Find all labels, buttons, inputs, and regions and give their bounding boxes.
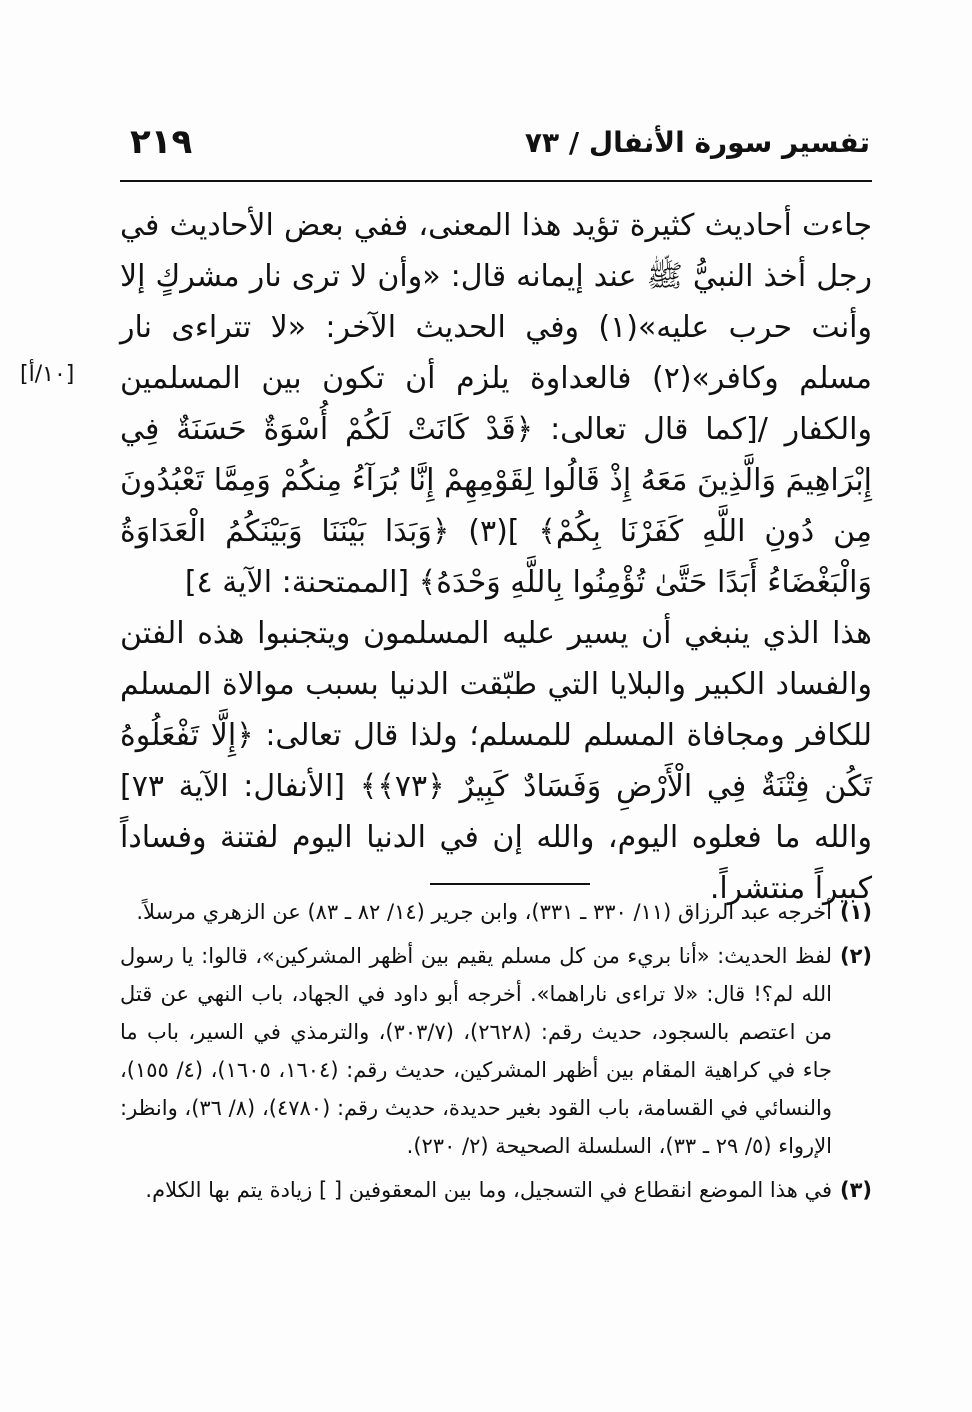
footnote-number: (١) bbox=[839, 900, 872, 924]
footnote-3 bbox=[120, 1171, 872, 1209]
header-divider bbox=[120, 180, 872, 182]
main-text bbox=[120, 200, 872, 914]
page-header bbox=[130, 122, 870, 178]
footnote-2 bbox=[120, 937, 872, 1165]
footnote-text: أخرجه عبد الرزاق (١١/ ٣٣٠ ـ ٣٣١)، وابن جرير (١٤/ ٨٢ ـ ٨٣) عن الزهري مرسلاً. bbox=[136, 900, 832, 924]
running-title: تفسير سورة الأنفال / ٧٣ bbox=[524, 126, 870, 159]
footnote-text: في هذا الموضع انقطاع في التسجيل، وما بين المعقوفين [ ] زيادة يتم بها الكلام. bbox=[145, 1178, 832, 1202]
footnotes bbox=[120, 893, 872, 1215]
page-number: ٢١٩ bbox=[130, 122, 193, 162]
margin-reference: [١٠/أ] bbox=[20, 362, 75, 387]
footnote-text: لفظ الحديث: «أنا بريء من كل مسلم يقيم بين أظهر المشركين»، قالوا: يا رسول الله لم؟! قال: «لا تراءى ناراهما». أخرجه أبو داود في الجهاد، باب النهي عن قتل من اعتصم بالسجود، حديث رقم: (٢٦٢٨)، (٣٠٣/٧)، والترمذي في السير، باب ما جاء في كراهية المقام بين أظهر المشركين، حديث رقم: (١٦٠٤، ١٦٠٥)، (٤/ ١٥٥)، والنسائي في القسامة، باب القود بغير حديدة، حديث رقم: (٤٧٨٠)، (٨/ ٣٦)، وانظر: الإرواء (٥/ ٢٩ ـ ٣٣)، السلسلة الصحيحة (٢/ ٢٣٠). bbox=[120, 944, 833, 1158]
paragraph-1: جاءت أحاديث كثيرة تؤيد هذا المعنى، ففي بعض الأحاديث في رجل أخذ النبيُّ ﷺ عند إيمانه قال: «وأن لا ترى نار مشركٍ إلا وأنت حرب عليه»(١) وفي الحديث الآخر: «لا تتراءى نار مسلم وكافر»(٢) فالعداوة يلزم أن تكون بين المسلمين والكفار /[كما قال تعالى: ﴿قَدْ كَانَتْ لَكُمْ أُسْوَةٌ حَسَنَةٌ فِي إِبْرَاهِيمَ وَالَّذِينَ مَعَهُ إِذْ قَالُوا لِقَوْمِهِمْ إِنَّا بُرَآءُ مِنكُمْ وَمِمَّا تَعْبُدُونَ مِن دُونِ اللَّهِ كَفَرْنَا بِكُمْ﴾ ](٣) ﴿وَبَدَا بَيْنَنَا وَبَيْنَكُمُ الْعَدَاوَةُ وَالْبَغْضَاءُ أَبَدًا حَتَّىٰ تُؤْمِنُوا بِاللَّهِ وَحْدَهُ﴾ [الممتحنة: الآية ٤] bbox=[120, 208, 872, 600]
footnote-1 bbox=[120, 893, 872, 931]
footnote-number: (٢) bbox=[839, 944, 872, 968]
footnote-number: (٣) bbox=[839, 1178, 872, 1202]
footnote-divider bbox=[430, 883, 590, 885]
paragraph-2: هذا الذي ينبغي أن يسير عليه المسلمون ويتجنبوا هذه الفتن والفساد الكبير والبلايا التي طبّقت الدنيا بسبب موالاة المسلم للكافر ومجافاة المسلم للمسلم؛ ولذا قال تعالى: ﴿إِلَّا تَفْعَلُوهُ تَكُن فِتْنَةٌ فِي الْأَرْضِ وَفَسَادٌ كَبِيرٌ ﴿٧٣﴾﴾ [الأنفال: الآية ٧٣] والله ما فعلوه اليوم، والله إن في الدنيا اليوم لفتنة وفساداً كبيراً منتشراً. bbox=[120, 616, 872, 906]
